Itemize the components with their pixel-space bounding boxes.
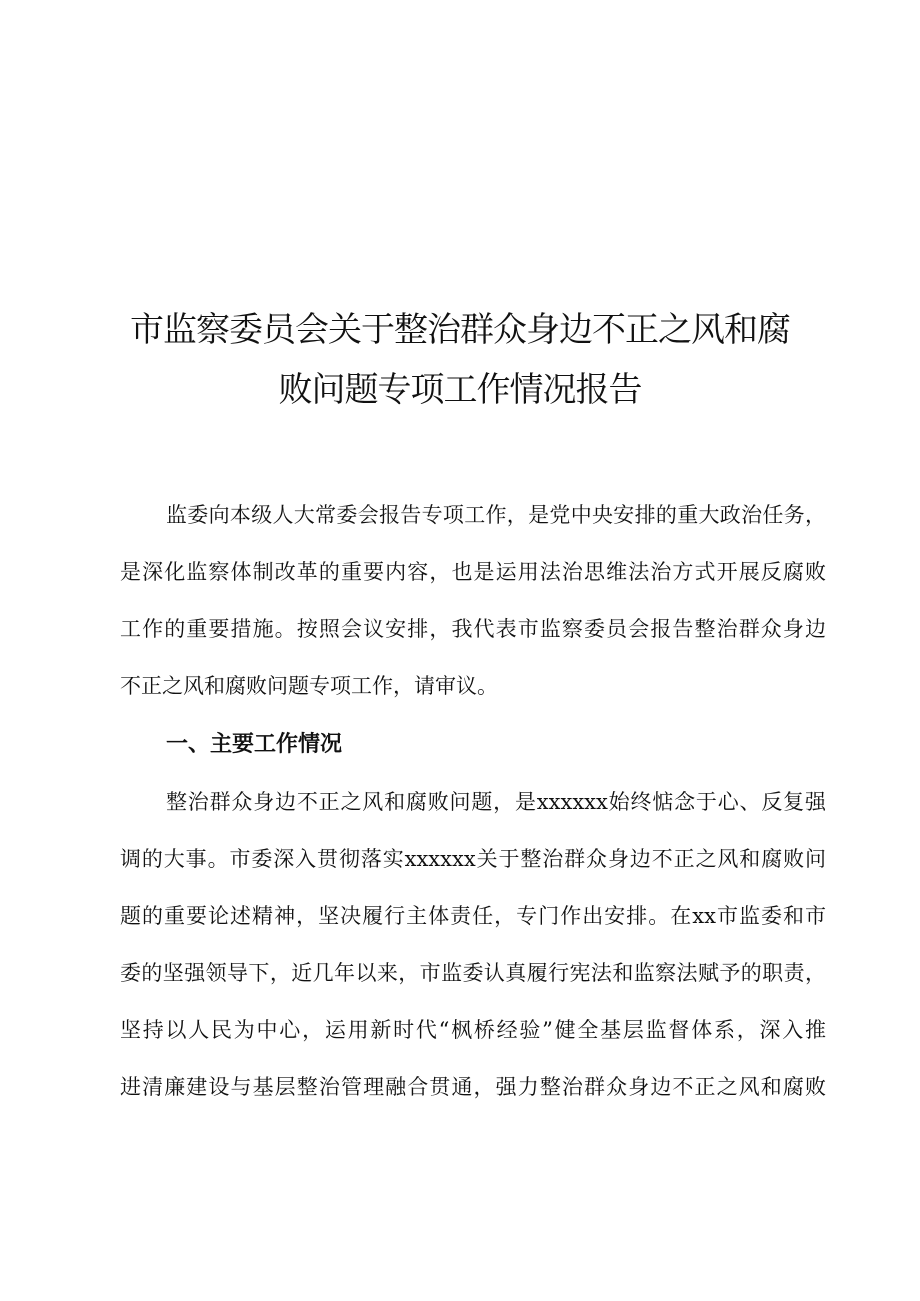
- report-title-line-2: 败问题专项工作情况报告: [278, 370, 642, 410]
- intro-paragraph-line-2: 是深化监察体制改革的重要内容，也是运用法治思维法治方式开展反腐败: [120, 560, 826, 584]
- intro-paragraph-line-4: 不正之风和腐败问题专项工作，请审议。: [120, 674, 498, 698]
- section-paragraph-line-5: 坚持以人民为中心，运用新时代“枫桥经验”健全基层监督体系，深入推: [120, 1018, 826, 1042]
- section-paragraph-line-6: 进清廉建设与基层整治管理融合贯通，强力整治群众身边不正之风和腐败: [120, 1075, 826, 1099]
- section-paragraph-line-3: 题的重要论述精神，坚决履行主体责任，专门作出安排。在xx市监委和市: [120, 904, 826, 928]
- section-heading: 一、主要工作情况: [166, 732, 343, 757]
- section-paragraph-line-4: 委的坚强领导下，近几年以来，市监委认真履行宪法和监察法赋予的职责，: [120, 961, 826, 985]
- intro-paragraph-line-3: 工作的重要措施。按照会议安排，我代表市监察委员会报告整治群众身边: [120, 617, 826, 641]
- section-paragraph-line-1: 整治群众身边不正之风和腐败问题，是xxxxxx始终惦念于心、反复强: [166, 790, 826, 814]
- report-title-line-1: 市监察委员会关于整治群众身边不正之风和腐: [130, 310, 790, 350]
- section-paragraph-line-2: 调的大事。市委深入贯彻落实xxxxxx关于整治群众身边不正之风和腐败问: [120, 847, 826, 871]
- intro-paragraph-line-1: 监委向本级人大常委会报告专项工作，是党中央安排的重大政治任务，: [166, 503, 826, 527]
